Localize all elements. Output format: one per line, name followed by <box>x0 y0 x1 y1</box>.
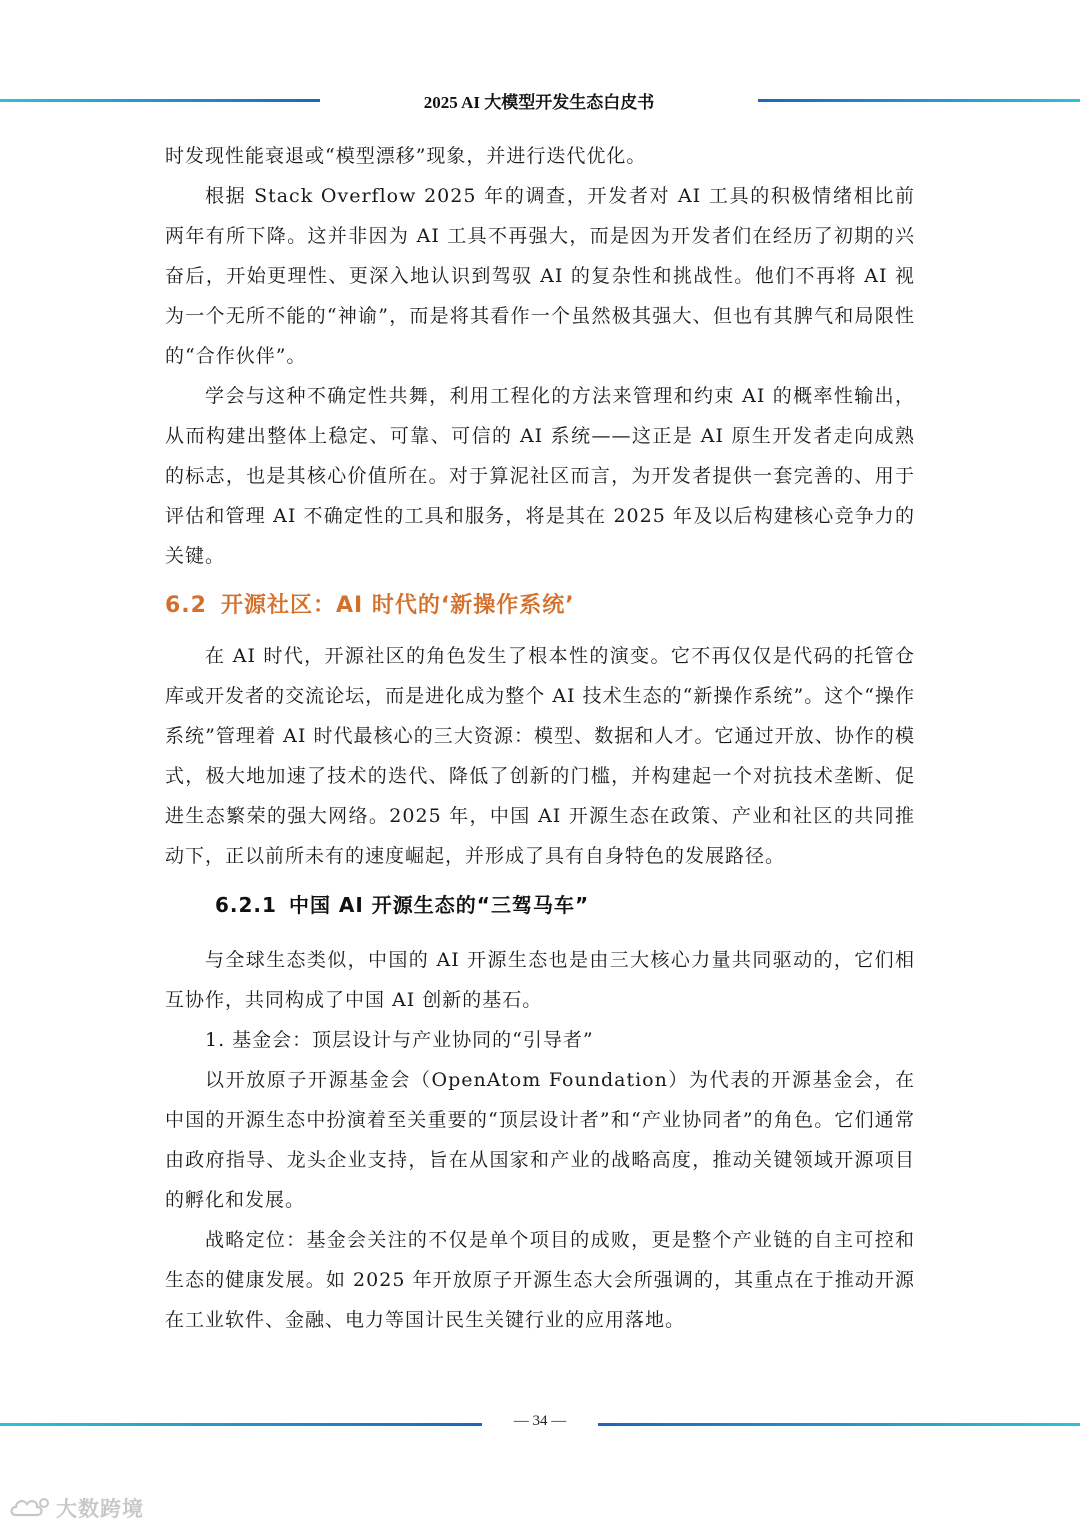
section-heading <box>165 576 915 636</box>
section-number: 6.2 <box>165 593 207 618</box>
list-item-foundation: 1. 基金会：顶层设计与产业协同的“引导者” <box>205 1029 594 1051</box>
paragraph-stackoverflow: 根据 Stack Overflow 2025 年的调查，开发者对 AI 工具的积极情绪相比前两年有所下降。这并非因为 AI 工具不再强大，而是因为开发者们在经历了初期的兴奋后，开始更理性、更深入地认识到驾驭 AI 的复杂性和挑战性。他们不再将 AI 视为一个无所不能的“神谕”，而是将其看作一个虽然极其强大、但也有其脾气和局限性的“合作伙伴”。 <box>165 185 915 367</box>
footer-rule-left <box>0 1423 482 1426</box>
page-number: — 34 — <box>513 1413 567 1429</box>
footer-rule-right <box>598 1423 1080 1426</box>
paragraph-three-forces: 与全球生态类似，中国的 AI 开源生态也是由三大核心力量共同驱动的，它们相互协作，共同构成了中国 AI 创新的基石。 <box>165 949 915 1011</box>
cloud-logo-icon <box>8 1495 52 1521</box>
watermark <box>8 1493 144 1523</box>
paragraph-open-source-os: 在 AI 时代，开源社区的角色发生了根本性的演变。它不再仅仅是代码的托管仓库或开发者的交流论坛，而是进化成为整个 AI 技术生态的“新操作系统”。这个“操作系统”管理着 AI 时代最核心的三大资源：模型、数据和人才。它通过开放、协作的模式，极大地加速了技术的迭代、降低了创新的门槛，并构建起一个对抗技术垄断、促进生态繁荣的强大网络。2025 年，中国 AI 开源生态在政策、产业和社区的共同推动下，正以前所未有的速度崛起，并形成了具有自身特色的发展路径。 <box>165 645 915 867</box>
paragraph-continuation: 时发现性能衰退或“模型漂移”现象，并进行迭代优化。 <box>165 145 647 167</box>
header-rule-left <box>0 99 320 102</box>
header-title: 2025 AI 大模型开发生态白皮书 <box>423 93 655 112</box>
paragraph-openatom: 以开放原子开源基金会（OpenAtom Foundation）为代表的开源基金会，在中国的开源生态中扮演着至关重要的“顶层设计者”和“产业协同者”的角色。它们通常由政府指导、龙头企业支持，旨在从国家和产业的战略高度，推动关键领域开源项目的孵化和发展。 <box>165 1069 915 1211</box>
header-rule-right <box>758 99 1080 102</box>
paragraph-uncertainty: 学会与这种不确定性共舞，利用工程化的方法来管理和约束 AI 的概率性输出，从而构建出整体上稳定、可靠、可信的 AI 系统——这正是 AI 原生开发者走向成熟的标志，也是其核心价值所在。对于算泥社区而言，为开发者提供一套完善的、用于评估和管理 AI 不确定性的工具和服务，将是其在 2025 年及以后构建核心竞争力的关键。 <box>165 385 915 567</box>
page-body <box>165 136 915 1340</box>
section-title: 开源社区：AI 时代的‘新操作系统’ <box>220 593 575 618</box>
subsection-number: 6.2.1 <box>215 893 277 917</box>
subsection-title: 中国 AI 开源生态的“三驾马车” <box>288 893 590 917</box>
paragraph-strategic-positioning: 战略定位：基金会关注的不仅是单个项目的成败，更是整个产业链的自主可控和生态的健康发展。如 2025 年开放原子开源生态大会所强调的，其重点在于推动开源在工业软件、金融、电力等国计民生关键行业的应用落地。 <box>165 1229 915 1331</box>
subsection-heading <box>165 876 915 940</box>
watermark-text: 大数跨境 <box>56 1497 144 1521</box>
